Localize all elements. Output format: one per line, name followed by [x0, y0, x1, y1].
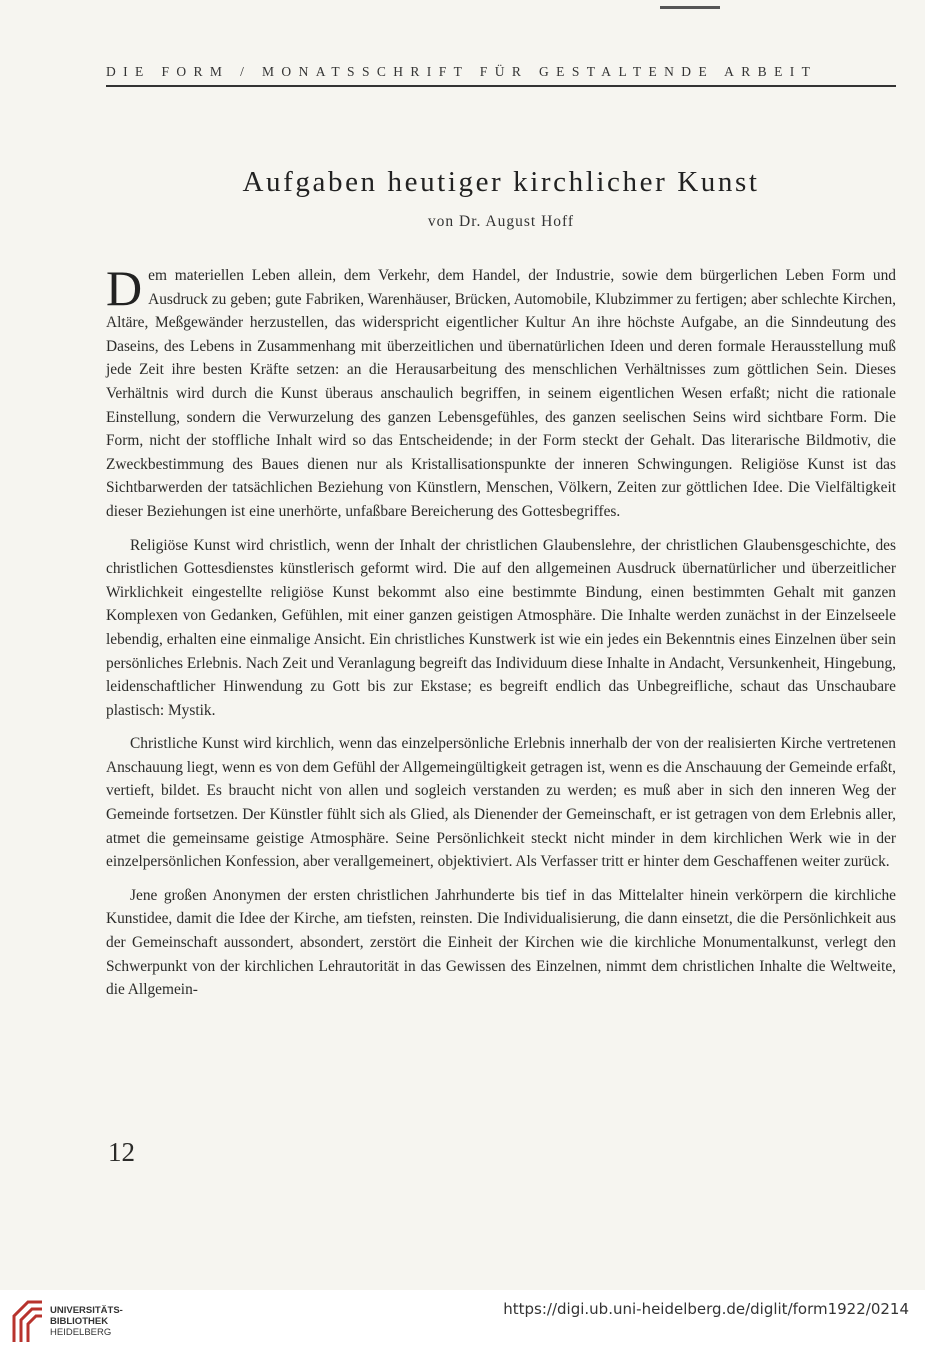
drop-cap: D: [106, 260, 143, 316]
library-line-3: HEIDELBERG: [50, 1327, 112, 1338]
scan-edge-mark: [660, 6, 720, 9]
library-name: [50, 1305, 123, 1338]
paragraph-1: [106, 260, 896, 524]
permalink-url[interactable]: https://digi.ub.uni-heidelberg.de/diglit/form1922/0214: [503, 1300, 909, 1318]
library-line-1: UNIVERSITÄTS-: [50, 1305, 123, 1316]
paragraph-1-text: em materiellen Leben allein, dem Verkehr, dem Handel, der Industrie, sowie dem bürgerlichen Leben Form und Ausdruck zu geben; gute Fabriken, Warenhäuser, Brücken, Automobile, Klubzimmer zu fertigen; aber schlechte Kirchen, Altäre, Meßgewänder herzustellen, das widerspricht eigentlicher Kultur An ihre höchste Aufgabe, an die Sinndeutung des Daseins, des Lebens in Zusammenhang mit überzeitlichen und übernatürlichen Ideen und deren formale Herausstellung muß jede Zeit ihre besten Kräfte setzen: an die Herausarbeitung des menschlichen Verhältnisses zum göttlichen Sein. Dieses Verhältnis wird durch die Kunst überaus anschaulich begriffen, in seinem eigentlichen Wesen erfaßt; nicht die rationale Einstellung, sondern die Verwurzelung des ganzen Lebensgefühles, des ganzen seelischen Seins wird sichtbare Form. Die Form, nicht der stoffliche Inhalt wird so das Entscheidende; in der Form steckt der Gehalt. Das literarische Bildmotiv, die Zweckbestimmung des Baues dienen nur als Kristallisationspunkte der inneren Schwingungen. Religiöse Kunst ist das Sichtbarwerden der tatsächlichen Beziehung von Künstlern, Menschen, Völkern, Zeiten zur göttlichen Idee. Die Vielfältigkeit dieser Beziehungen ist eine unerhörte, unfaßbare Bereicherung des Gottesbegriffes.: [106, 267, 896, 520]
library-line-2: BIBLIOTHEK: [50, 1316, 109, 1327]
running-header: DIE FORM / MONATSSCHRIFT FÜR GESTALTENDE ARBEIT: [106, 64, 818, 79]
header-rule: [106, 85, 896, 87]
paragraph-3: Christliche Kunst wird kirchlich, wenn das einzelpersönliche Erlebnis innerhalb der von der realisierten Kirche vertretenen Anschauung liegt, wenn es von dem Gefühl der Allgemeingültigkeit getragen ist, wenn es die Anschauung der Gemeinde erfaßt, vertieft, bildet. Es braucht nicht von allen und sogleich verstanden zu werden; es muß aber in sich den inneren Weg der Gemeinde fortsetzen. Der Künstler fühlt sich als Glied, als Dienender der Gemeinschaft, er ist getragen von dem Erlebnis aller, atmet die gemeinsame geistige Atmosphäre. Seine Persönlichkeit steckt nicht minder in dem kirchlichen Werk wie in der einzelpersönlichen Konfession, aber verallgemeinert, objektiviert. Als Verfasser tritt er hinter dem Geschaffenen weiter zurück.: [106, 735, 896, 871]
article-byline: von Dr. August Hoff: [427, 213, 575, 230]
paragraph-4: Jene großen Anonymen der ersten christlichen Jahrhunderte bis tief in das Mittelalter hinein verkörpern die kirchliche Kunstidee, damit die Idee der Kirche, am tiefsten, reinsten. Die Individualisierung, die dann einsetzt, die die Persönlichkeit aus der Gemeinschaft aussondert, absondert, zerstört die Einheit der Kirchen wie die kirchliche Monumentalkunst, verlegt den Schwerpunkt von der kirchlichen Lehrautorität in das Gewissen des Einzelnen, nimmt dem christlichen Inhalte die Weltweite, die Allgemein-: [106, 886, 896, 999]
article-title: Aufgaben heutiger kirchlicher Kunst: [242, 166, 760, 198]
article-body: [106, 260, 896, 1012]
page-number: 12: [108, 1137, 135, 1167]
paragraph-2: Religiöse Kunst wird christlich, wenn der Inhalt der christlichen Glaubenslehre, der christlichen Glaubensgeschichte, des christlichen Gottesdienstes künstlerisch geformt wird. Die auf den allgemeinen Ausdruck übernatürlicher und überzeitlicher Wirklichkeit eingestellte religiöse Kunst bekommt also eine bestimmte Bindung, einen bestimmten Gehalt mit ganzen Komplexen von Gedanken, Gefühlen, mit einer ganzen geistigen Atmosphäre. Die Inhalte werden zunächst in der Einzelseele lebendig, erhalten eine einmalige Ansicht. Ein christliches Kunstwerk ist wie ein jedes ein Bekenntnis eines Einzelnen über sein persönliches Erlebnis. Nach Zeit und Veranlagung begreift das Individuum diese Inhalte in Andacht, Versunkenheit, Hingebung, leidenschaftlicher Hinwendung zu Gott bis zur Ekstase; es begreift endlich das Unbegreifliche, schaut das Unschaubare plastisch: Mystik.: [106, 536, 896, 719]
